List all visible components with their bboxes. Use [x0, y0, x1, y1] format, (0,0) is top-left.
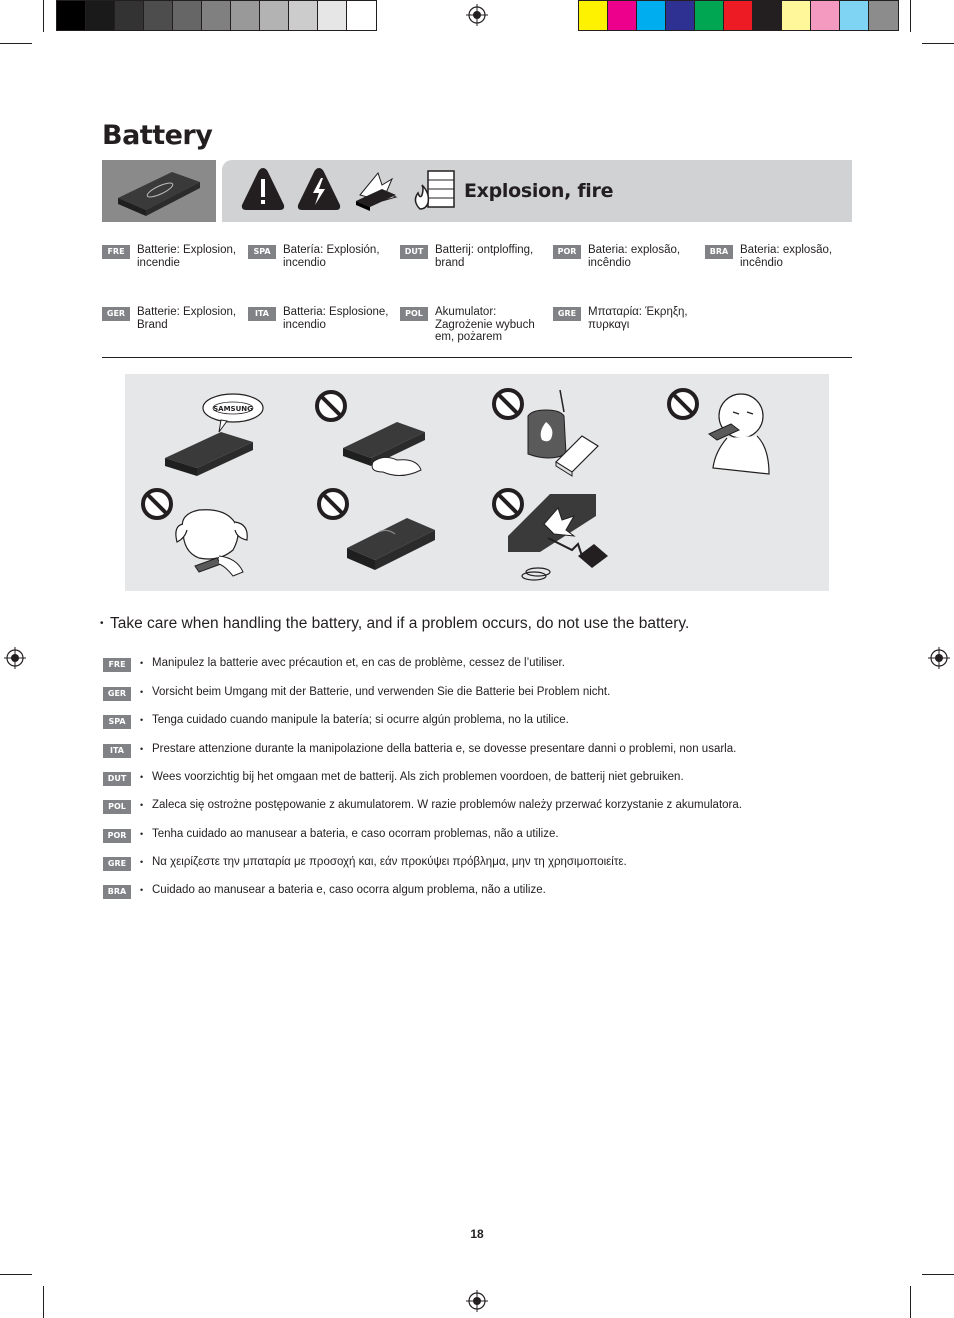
translation-text: Wees voorzichtig bij het omgaan met de batterij. Als zich problemen voordoen, de batterij niet gebruiken. [152, 771, 684, 783]
translation-row [103, 883, 546, 899]
language-heading-text: Batterie: Explosion, incendie [137, 244, 237, 269]
color-swatch [260, 1, 289, 30]
crop-mark [0, 43, 32, 44]
bullet: • [140, 687, 144, 697]
color-swatch [318, 1, 347, 30]
color-swatch [608, 1, 637, 30]
color-swatch [347, 1, 376, 30]
translation-row [103, 713, 569, 729]
battery-explosion-icon [352, 165, 400, 213]
registration-mark-icon [928, 647, 950, 669]
language-tag: GER [103, 687, 131, 701]
no-damaged-battery [313, 486, 443, 586]
color-swatch [869, 1, 898, 30]
translation-row [103, 770, 684, 786]
translation-text: Tenha cuidado ao manusear a bateria, e caso ocorram problemas, não a utilize. [152, 828, 559, 840]
color-swatch [115, 1, 144, 30]
section-title: Explosion, fire [464, 180, 614, 202]
language-heading-text: Batterie: Explosion, Brand [137, 306, 237, 331]
color-swatch [202, 1, 231, 30]
no-metal-contact-battery [490, 486, 620, 586]
illustration-panel [125, 374, 829, 591]
translation-text: Cuidado ao manusear a bateria e, caso ocorra algum problema, não a utilize. [152, 884, 546, 896]
bullet: • [140, 715, 144, 725]
crop-mark [43, 1286, 44, 1318]
translation-row [103, 656, 565, 672]
language-tag: POR [103, 829, 131, 843]
language-tag: ITA [248, 307, 276, 321]
language-tag: BRA [103, 885, 131, 899]
battery-with-samsung-callout [161, 388, 271, 478]
language-heading-text: Bateria: explosão, incêndio [740, 244, 833, 269]
language-heading [102, 306, 236, 331]
language-heading [400, 244, 533, 269]
translation-row [103, 742, 736, 758]
language-tag: GRE [103, 857, 131, 871]
warning-icon [240, 165, 286, 213]
language-tag: DUT [103, 772, 131, 786]
color-swatch [782, 1, 811, 30]
language-tag: SPA [103, 715, 131, 729]
color-swatch [57, 1, 86, 30]
language-heading [102, 244, 236, 269]
translation-row [103, 855, 627, 871]
crop-mark [910, 0, 911, 32]
translation-row [103, 798, 742, 814]
page-number: 18 [470, 1227, 484, 1241]
translation-text: Prestare attenzione durante la manipolazione della batteria e, se dovesse presentare danni o problemi, non usarla. [152, 743, 737, 755]
crop-mark [922, 43, 954, 44]
color-swatch [753, 1, 782, 30]
crop-mark [43, 0, 44, 32]
main-instruction-text: Take care when handling the battery, and if a problem occurs, do not use the battery. [110, 615, 690, 632]
bullet: • [140, 658, 144, 668]
translation-text: Manipulez la batterie avec précaution et, en cas de problème, cessez de l’utiliser. [152, 657, 565, 669]
translation-text: Vorsicht beim Umgang mit der Batterie, und verwenden Sie die Batterie bei Problem nicht. [152, 686, 611, 698]
grayscale-color-bar [56, 0, 377, 31]
no-heating-battery [490, 382, 610, 482]
translation-text: Να χειρίζεστε την μπαταρία με προσοχή και, εάν προκύψει πρόβλημα, μην τη χρησιμοποιείτε. [152, 856, 627, 868]
banner-battery-thumbnail [102, 160, 216, 222]
color-swatch [637, 1, 666, 30]
language-tag: DUT [400, 245, 428, 259]
bullet: • [140, 744, 144, 754]
translation-row [103, 685, 610, 701]
language-tag: SPA [248, 245, 276, 259]
color-swatch [840, 1, 869, 30]
color-swatch [173, 1, 202, 30]
translation-text: Tenga cuidado cuando manipule la batería; si ocurre algún problema, no la utilice. [152, 714, 569, 726]
language-tag: FRE [103, 658, 131, 672]
fire-cabinet-icon [410, 165, 458, 213]
language-heading [248, 244, 380, 269]
bullet: • [140, 885, 144, 895]
language-heading [553, 244, 680, 269]
color-swatch [144, 1, 173, 30]
no-dog-chewing-battery [139, 486, 259, 586]
bullet: • [100, 618, 104, 629]
language-heading [248, 306, 388, 331]
language-tag: GRE [553, 307, 581, 321]
color-swatch [231, 1, 260, 30]
language-heading [553, 306, 688, 331]
no-baby-chewing-battery [665, 382, 785, 482]
language-tag: POL [400, 307, 428, 321]
translation-text: Zaleca się ostrożne postępowanie z akumulatorem. W razie problemów należy przerwać korzystanie z akumulatora. [152, 799, 742, 811]
electric-shock-icon [296, 165, 342, 213]
section-divider [102, 357, 852, 358]
svg-text:SAMSUNG: SAMSUNG [213, 405, 253, 413]
color-swatch [811, 1, 840, 30]
language-heading [705, 244, 832, 269]
battery-icon [102, 160, 216, 222]
language-tag: GER [102, 307, 130, 321]
color-swatch [579, 1, 608, 30]
language-tag: FRE [102, 245, 130, 259]
registration-mark-icon [466, 1290, 488, 1312]
process-color-bar [578, 0, 899, 31]
crop-mark [922, 1274, 954, 1275]
color-swatch [695, 1, 724, 30]
language-tag: POR [553, 245, 581, 259]
registration-mark-icon [466, 4, 488, 26]
color-swatch [666, 1, 695, 30]
color-swatch [289, 1, 318, 30]
main-instruction [100, 615, 689, 633]
language-heading [400, 306, 535, 344]
translation-row [103, 827, 559, 843]
bullet: • [140, 800, 144, 810]
bullet: • [140, 829, 144, 839]
color-swatch [86, 1, 115, 30]
language-heading-text: Akumulator: Zagrożenie wybuch em, pożarem [435, 306, 535, 343]
registration-mark-icon [4, 647, 26, 669]
language-tag: ITA [103, 744, 131, 758]
bullet: • [140, 772, 144, 782]
language-tag: BRA [705, 245, 733, 259]
bullet: • [140, 857, 144, 867]
language-heading-text: Batterij: ontploffing, brand [435, 244, 534, 269]
language-tag: POL [103, 800, 131, 814]
crop-mark [910, 1286, 911, 1318]
page-title: Battery [102, 120, 213, 151]
language-heading-text: Μπαταρία: Έκρηξη, πυρκαγι [588, 306, 688, 331]
crop-mark [0, 1274, 32, 1275]
banner-icon-group [240, 165, 458, 213]
language-heading-text: Batería: Explosión, incendio [283, 244, 380, 269]
language-heading-text: Bateria: explosão, incêndio [588, 244, 681, 269]
no-leaking-battery [313, 388, 433, 478]
language-heading-text: Batteria: Esplosione, incendio [283, 306, 389, 331]
color-swatch [724, 1, 753, 30]
